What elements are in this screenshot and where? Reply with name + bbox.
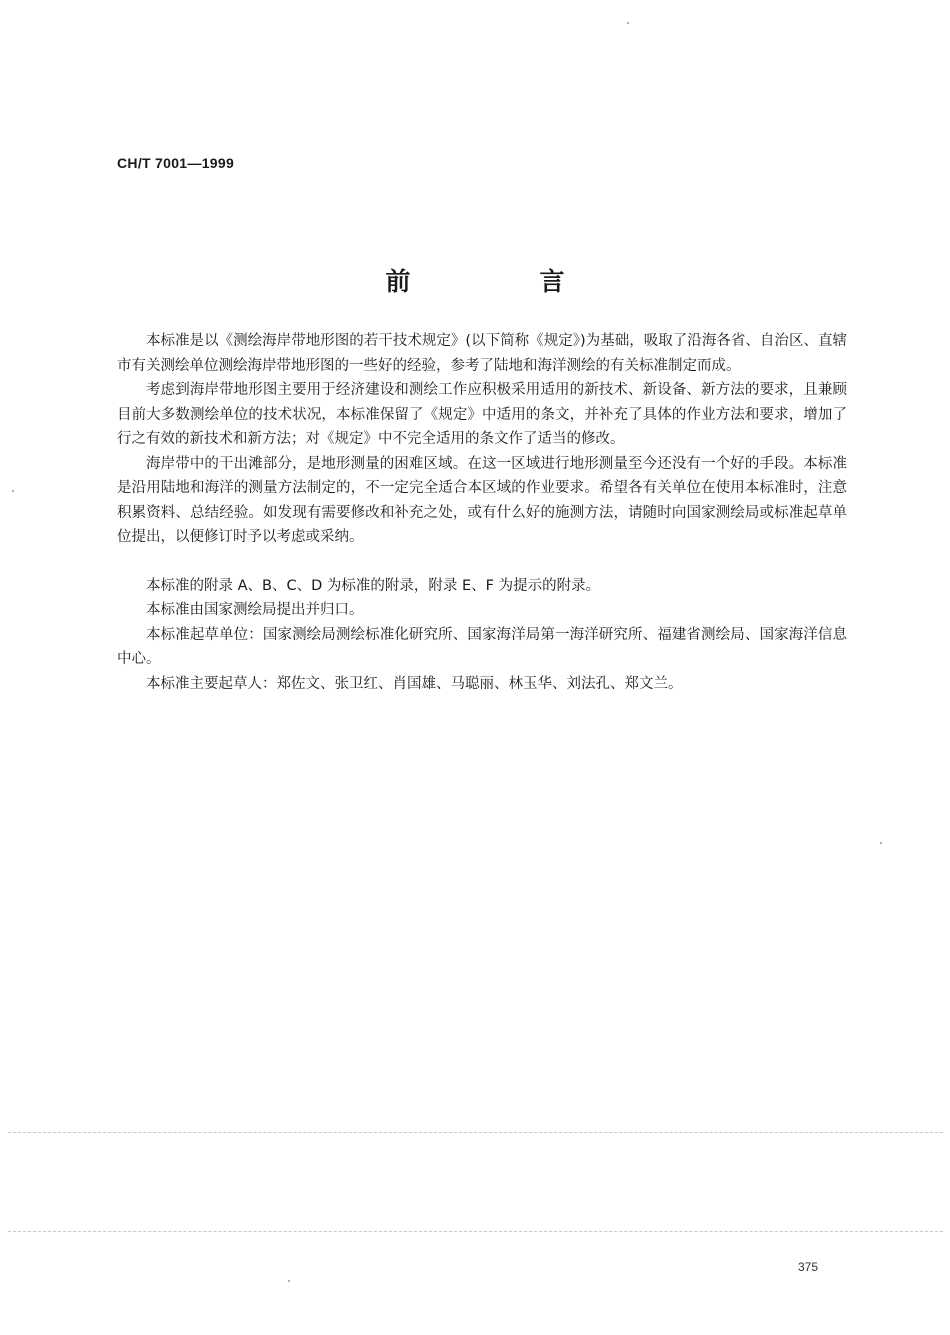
scan-speck [12,490,14,492]
note-appendix: 本标准的附录 A、B、C、D 为标准的附录，附录 E、F 为提示的附录。 [146,577,601,594]
foreword-body [117,329,847,696]
scan-speck [627,22,629,24]
note-proposer: 本标准由国家测绘局提出并归口。 [146,602,364,618]
section-gap [117,550,847,574]
paragraph: 考虑到海岸带地形图主要用于经济建设和测绘工作应积极采用适用的新技术、新设备、新方法的要求，且兼顾目前大多数测绘单位的技术状况，本标准保留了《规定》中适用的条文，并补充了具体的作业方法和要求，增加了行之有效的新技术和新方法；对《规定》中不完全适用的条文作了适当的修改。 [117,382,847,447]
divider-line [8,1132,943,1133]
standard-code: CH/T 7001—1999 [117,155,235,171]
paragraph: 本标准是以《测绘海岸带地形图的若干技术规定》(以下简称《规定》)为基础，吸取了沿海各省、自治区、直辖市有关测绘单位测绘海岸带地形图的一些好的经验，参考了陆地和海洋测绘的有关标准制定而成。 [117,333,847,374]
page-title: 前 言 [385,267,617,296]
divider-line [8,1231,943,1232]
note-drafters: 本标准主要起草人：郑佐文、张卫红、肖国雄、马聪丽、林玉华、刘法孔、郑文兰。 [146,675,683,692]
page-number: 375 [798,1260,819,1274]
paragraph: 海岸带中的干出滩部分，是地形测量的困难区域。在这一区域进行地形测量至今还没有一个好的手段。本标准是沿用陆地和海洋的测量方法制定的，不一定完全适合本区域的作业要求。希望各有关单位在使用本标准时，注意积累资料、总结经验。如发现有需要修改和补充之处，或有什么好的施测方法，请随时向国家测绘局或标准起草单位提出，以便修订时予以考虑或采纳。 [117,455,847,545]
scan-speck [288,1280,290,1282]
scan-speck [880,842,882,844]
note-drafting-units: 本标准起草单位：国家测绘局测绘标准化研究所、国家海洋局第一海洋研究所、福建省测绘局、国家海洋信息中心。 [117,626,847,667]
